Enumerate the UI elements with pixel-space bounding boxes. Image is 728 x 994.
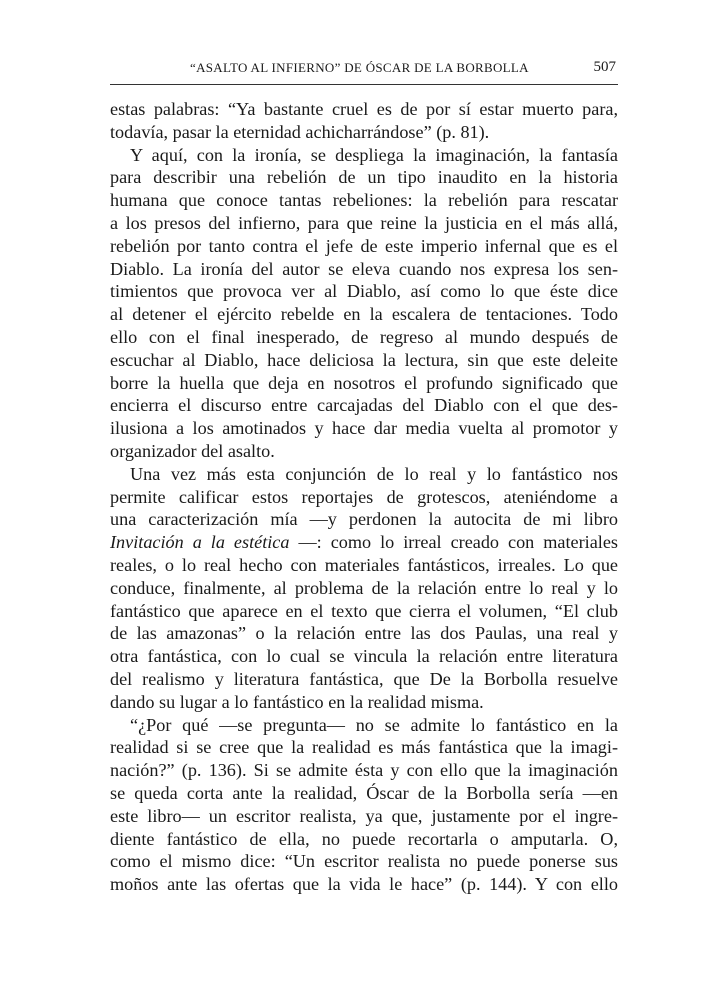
text-line: escuchar al Diablo, hace deliciosa la lectura, sin que este deleite <box>110 349 618 370</box>
text-line: Diablo. La ironía del autor se eleva cuando nos expresa los sen- <box>110 258 618 279</box>
text-line: “¿Por qué —se pregunta— no se admite lo fantástico en la <box>130 714 618 735</box>
text-line: borre la huella que deja en nosotros el profundo significado que <box>110 372 618 393</box>
page-header <box>110 60 618 85</box>
text-line: moños ante las ofertas que la vida le hace” (p. 144). Y con ello <box>110 874 618 895</box>
text-line: para describir una rebelión de un tipo inaudito en la historia <box>110 167 618 188</box>
text-line: ello con el final inesperado, de regreso al mundo después de <box>110 326 618 347</box>
book-title: Invitación a la estética <box>110 532 290 553</box>
text-fragment: —: como lo irreal creado con materiales <box>289 532 618 553</box>
text-line: este libro— un escritor realista, ya que, justamente por el ingre- <box>110 805 618 826</box>
paragraph <box>110 463 618 714</box>
text-line: realidad si se cree que la realidad es más fantástica que la imagi- <box>110 737 618 758</box>
text-line: otra fantástica, con lo cual se vincula la relación entre literatura <box>110 646 618 667</box>
text-line: se queda corta ante la realidad, Óscar de la Borbolla sería —en <box>110 782 618 803</box>
text-line: fantástico que aparece en el texto que cierra el volumen, “El club <box>110 600 618 621</box>
text-line: una caracterización mía —y perdonen la autocita de mi libro <box>110 509 618 530</box>
running-head: “ASALTO AL INFIERNO” DE ÓSCAR DE LA BORBOLLA <box>190 60 529 75</box>
text-line: encierra el discurso entre carcajadas del Diablo con el que des- <box>110 395 618 416</box>
text-line: Y aquí, con la ironía, se despliega la imaginación, la fantasía <box>130 144 618 165</box>
text-line: timientos que provoca ver al Diablo, así como lo que éste dice <box>110 281 618 302</box>
text-line: como el mismo dice: “Un escritor realista no puede ponerse sus <box>110 851 618 872</box>
text-line: diente fantástico de ella, no puede recortarla o amputarla. O, <box>110 828 618 849</box>
text-line: de las amazonas” o la relación entre las dos Paulas, una real y <box>110 623 618 644</box>
text-line: Una vez más esta conjunción de lo real y lo fantástico nos <box>130 463 618 484</box>
paragraph <box>110 714 618 896</box>
text-line: humana que conoce tantas rebeliones: la rebelión para rescatar <box>110 190 618 211</box>
text-line: ilusiona a los amotinados y hace dar media vuelta al promotor y <box>110 418 618 439</box>
text-line: rebelión por tanto contra el jefe de este imperio infernal que es el <box>110 235 618 256</box>
text-line: organizador del asalto. <box>110 440 275 461</box>
text-line: reales, o lo real hecho con materiales fantásticos, irreales. Lo que <box>110 554 618 575</box>
paragraph <box>110 98 618 144</box>
text-line: todavía, pasar la eternidad achicharrándose” (p. 81). <box>110 121 490 142</box>
text-line: estas palabras: “Ya bastante cruel es de por sí estar muerto para, <box>110 99 618 119</box>
text-line: permite calificar estos reportajes de grotescos, ateniéndome a <box>110 486 618 507</box>
text-line: del realismo y literatura fantástica, que De la Borbolla resuelve <box>110 668 618 689</box>
paragraph <box>110 144 618 463</box>
text-line: nación?” (p. 136). Si se admite ésta y con ello que la imaginación <box>110 760 618 781</box>
text-line: dando su lugar a lo fantástico en la realidad misma. <box>110 691 484 712</box>
text-line-with-title <box>110 531 618 554</box>
text-line: al detener el ejército rebelde en la escalera de tentaciones. Todo <box>110 304 618 325</box>
text-line: conduce, finalmente, al problema de la relación entre lo real y lo <box>110 577 618 598</box>
text-line: a los presos del infierno, para que reine la justicia en el más allá, <box>110 212 618 233</box>
body-text <box>110 98 618 896</box>
page-number: 507 <box>593 59 616 75</box>
